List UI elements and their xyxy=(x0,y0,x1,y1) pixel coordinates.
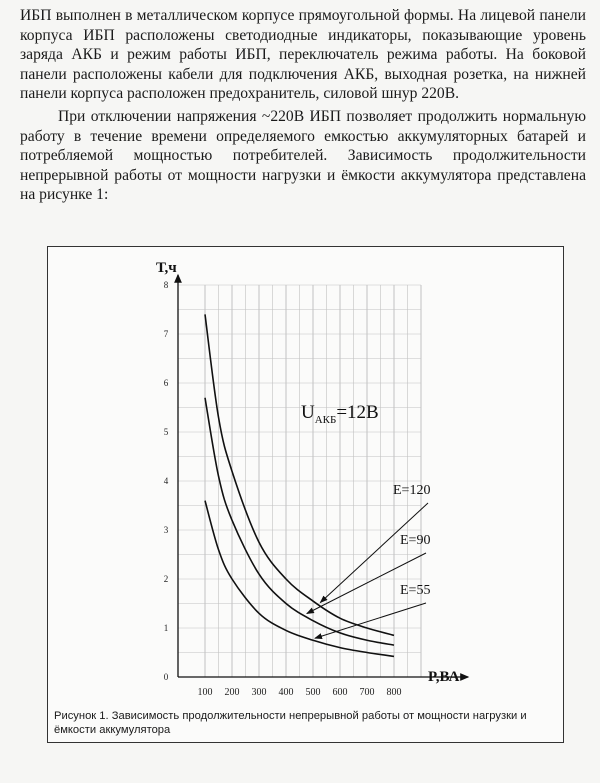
x-tick-label: 400 xyxy=(278,687,294,698)
x-tick-label: 300 xyxy=(251,687,267,698)
series-pointer-arrow xyxy=(315,603,426,638)
voltage-annotation: $U_{АКБ}=12В$ xyxy=(301,402,379,426)
body-text xyxy=(20,6,586,205)
paragraph-2: При отключении напряжения ~220В ИБП позволяет продолжить нормальную работу в течение времени определяемого емкостью аккумуляторных батарей и потребляемой мощностью потребителей. Зависимость продолжительности непрерывной работы от мощности нагрузки и ёмкости аккумулятора представлена на рисунке 1: xyxy=(20,107,586,204)
y-tick-label: 1 xyxy=(163,623,169,633)
x-axis-label: P,ВА xyxy=(428,669,460,685)
figure-caption: Рисунок 1. Зависимость продолжительности непрерывной работы от мощности нагрузки и ёмкости аккумулятора xyxy=(54,710,527,736)
ups-runtime-chart xyxy=(48,247,563,707)
y-tick-label: 6 xyxy=(163,378,169,388)
y-tick-label: 7 xyxy=(163,329,169,339)
paragraph-1: ИБП выполнен в металлическом корпусе прямоугольной формы. На лицевой панели корпуса ИБП расположены светодиодные индикаторы, показывающие уровень заряда АКБ и режим работы ИБП, переключатель режима работы. На боковой панели расположены кабели для подключения АКБ, выходная розетка, на нижней панели корпуса расположен предохранитель, силовой шнур 220В. xyxy=(20,7,586,103)
y-tick-label: 2 xyxy=(163,574,169,584)
y-tick-label: 4 xyxy=(163,476,169,486)
y-tick-label: 0 xyxy=(163,672,169,682)
x-tick-label: 600 xyxy=(332,687,348,698)
series-label: E=55 xyxy=(400,583,431,598)
x-tick-label: 200 xyxy=(224,687,240,698)
y-tick-label: 3 xyxy=(163,525,169,535)
y-axis-label: Т,ч xyxy=(156,260,177,276)
series-label: E=120 xyxy=(393,483,431,498)
series-label: E=90 xyxy=(400,533,431,548)
x-tick-label: 100 xyxy=(197,687,213,698)
x-tick-label: 700 xyxy=(359,687,375,698)
y-tick-label: 8 xyxy=(163,280,169,290)
x-tick-label: 800 xyxy=(386,687,402,698)
y-tick-label: 5 xyxy=(163,427,169,437)
figure-1 xyxy=(47,246,564,743)
x-tick-label: 500 xyxy=(305,687,321,698)
